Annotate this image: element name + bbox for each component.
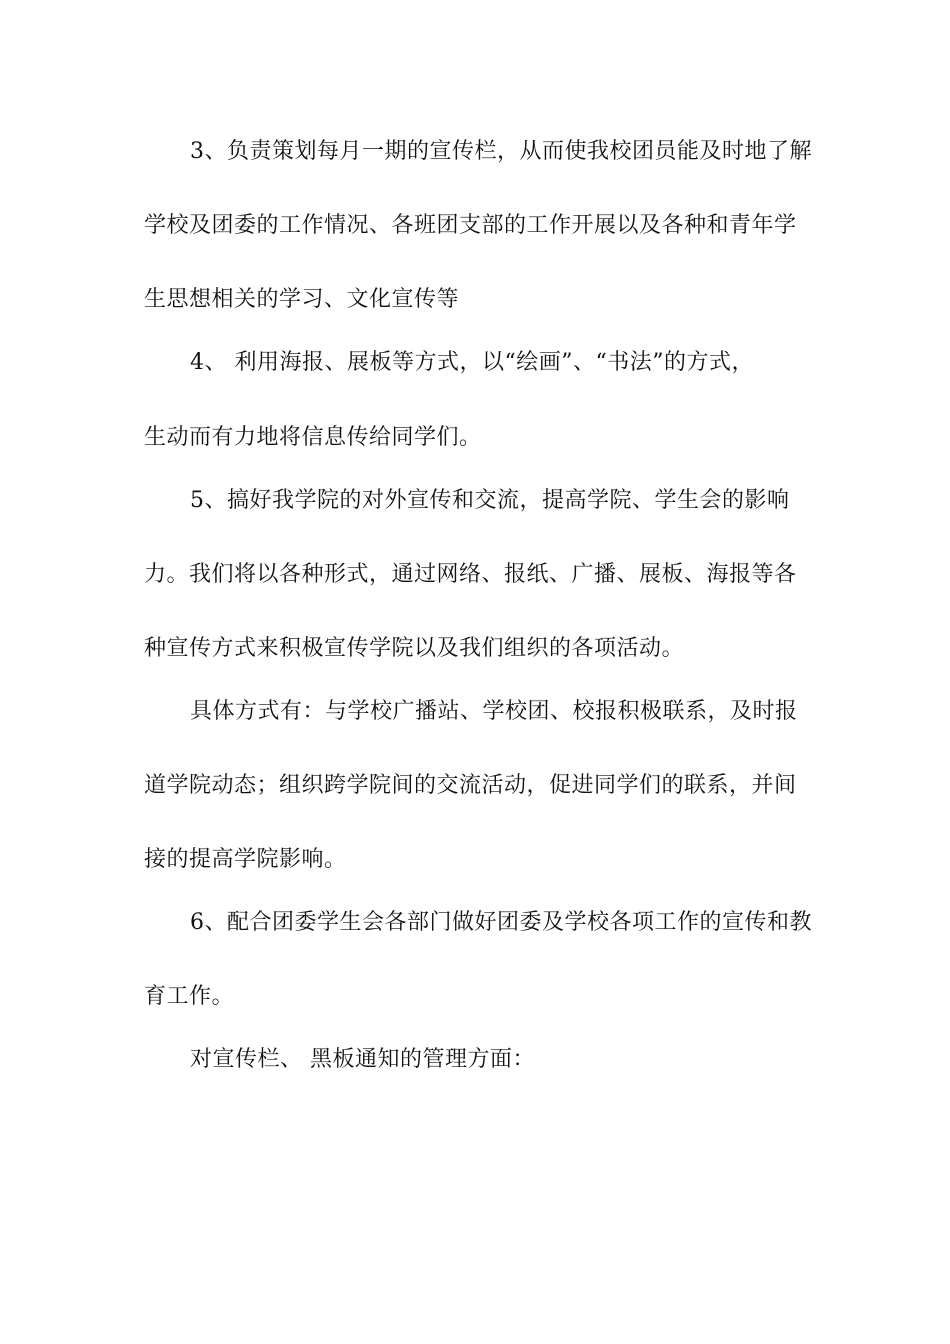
text-line: 具体方式有：与学校广播站、学校团、校报积极联系，及时报 — [190, 699, 798, 724]
text-line: 力。我们将以各种形式，通过网络、报纸、广播、展板、海报等各 — [144, 562, 797, 587]
text-line: 3、负责策划每月一期的宣传栏，从而使我校团员能及时地了解 — [190, 139, 812, 164]
text-line: 道学院动态；组织跨学院间的交流活动，促进同学们的联系，并间 — [144, 773, 797, 798]
text-line: 接的提高学院影响。 — [144, 847, 347, 872]
text-line: 5、搞好我学院的对外宣传和交流，提高学院、学生会的影响 — [190, 488, 790, 513]
text-line: 4、 利用海报、展板等方式，以“绘画”、“书法”的方式， — [190, 350, 754, 375]
text-line: 生动而有力地将信息传给同学们。 — [144, 425, 482, 450]
text-line: 6、配合团委学生会各部门做好团委及学校各项工作的宣传和教 — [190, 910, 812, 935]
text-line: 生思想相关的学习、文化宣传等 — [144, 287, 460, 312]
text-line: 学校及团委的工作情况、各班团支部的工作开展以及各种和青年学 — [144, 213, 797, 238]
text-line: 育工作。 — [144, 984, 235, 1009]
text-line: 种宣传方式来积极宣传学院以及我们组织的各项活动。 — [144, 636, 685, 661]
text-line: 对宣传栏、 黑板通知的管理方面： — [190, 1047, 535, 1072]
